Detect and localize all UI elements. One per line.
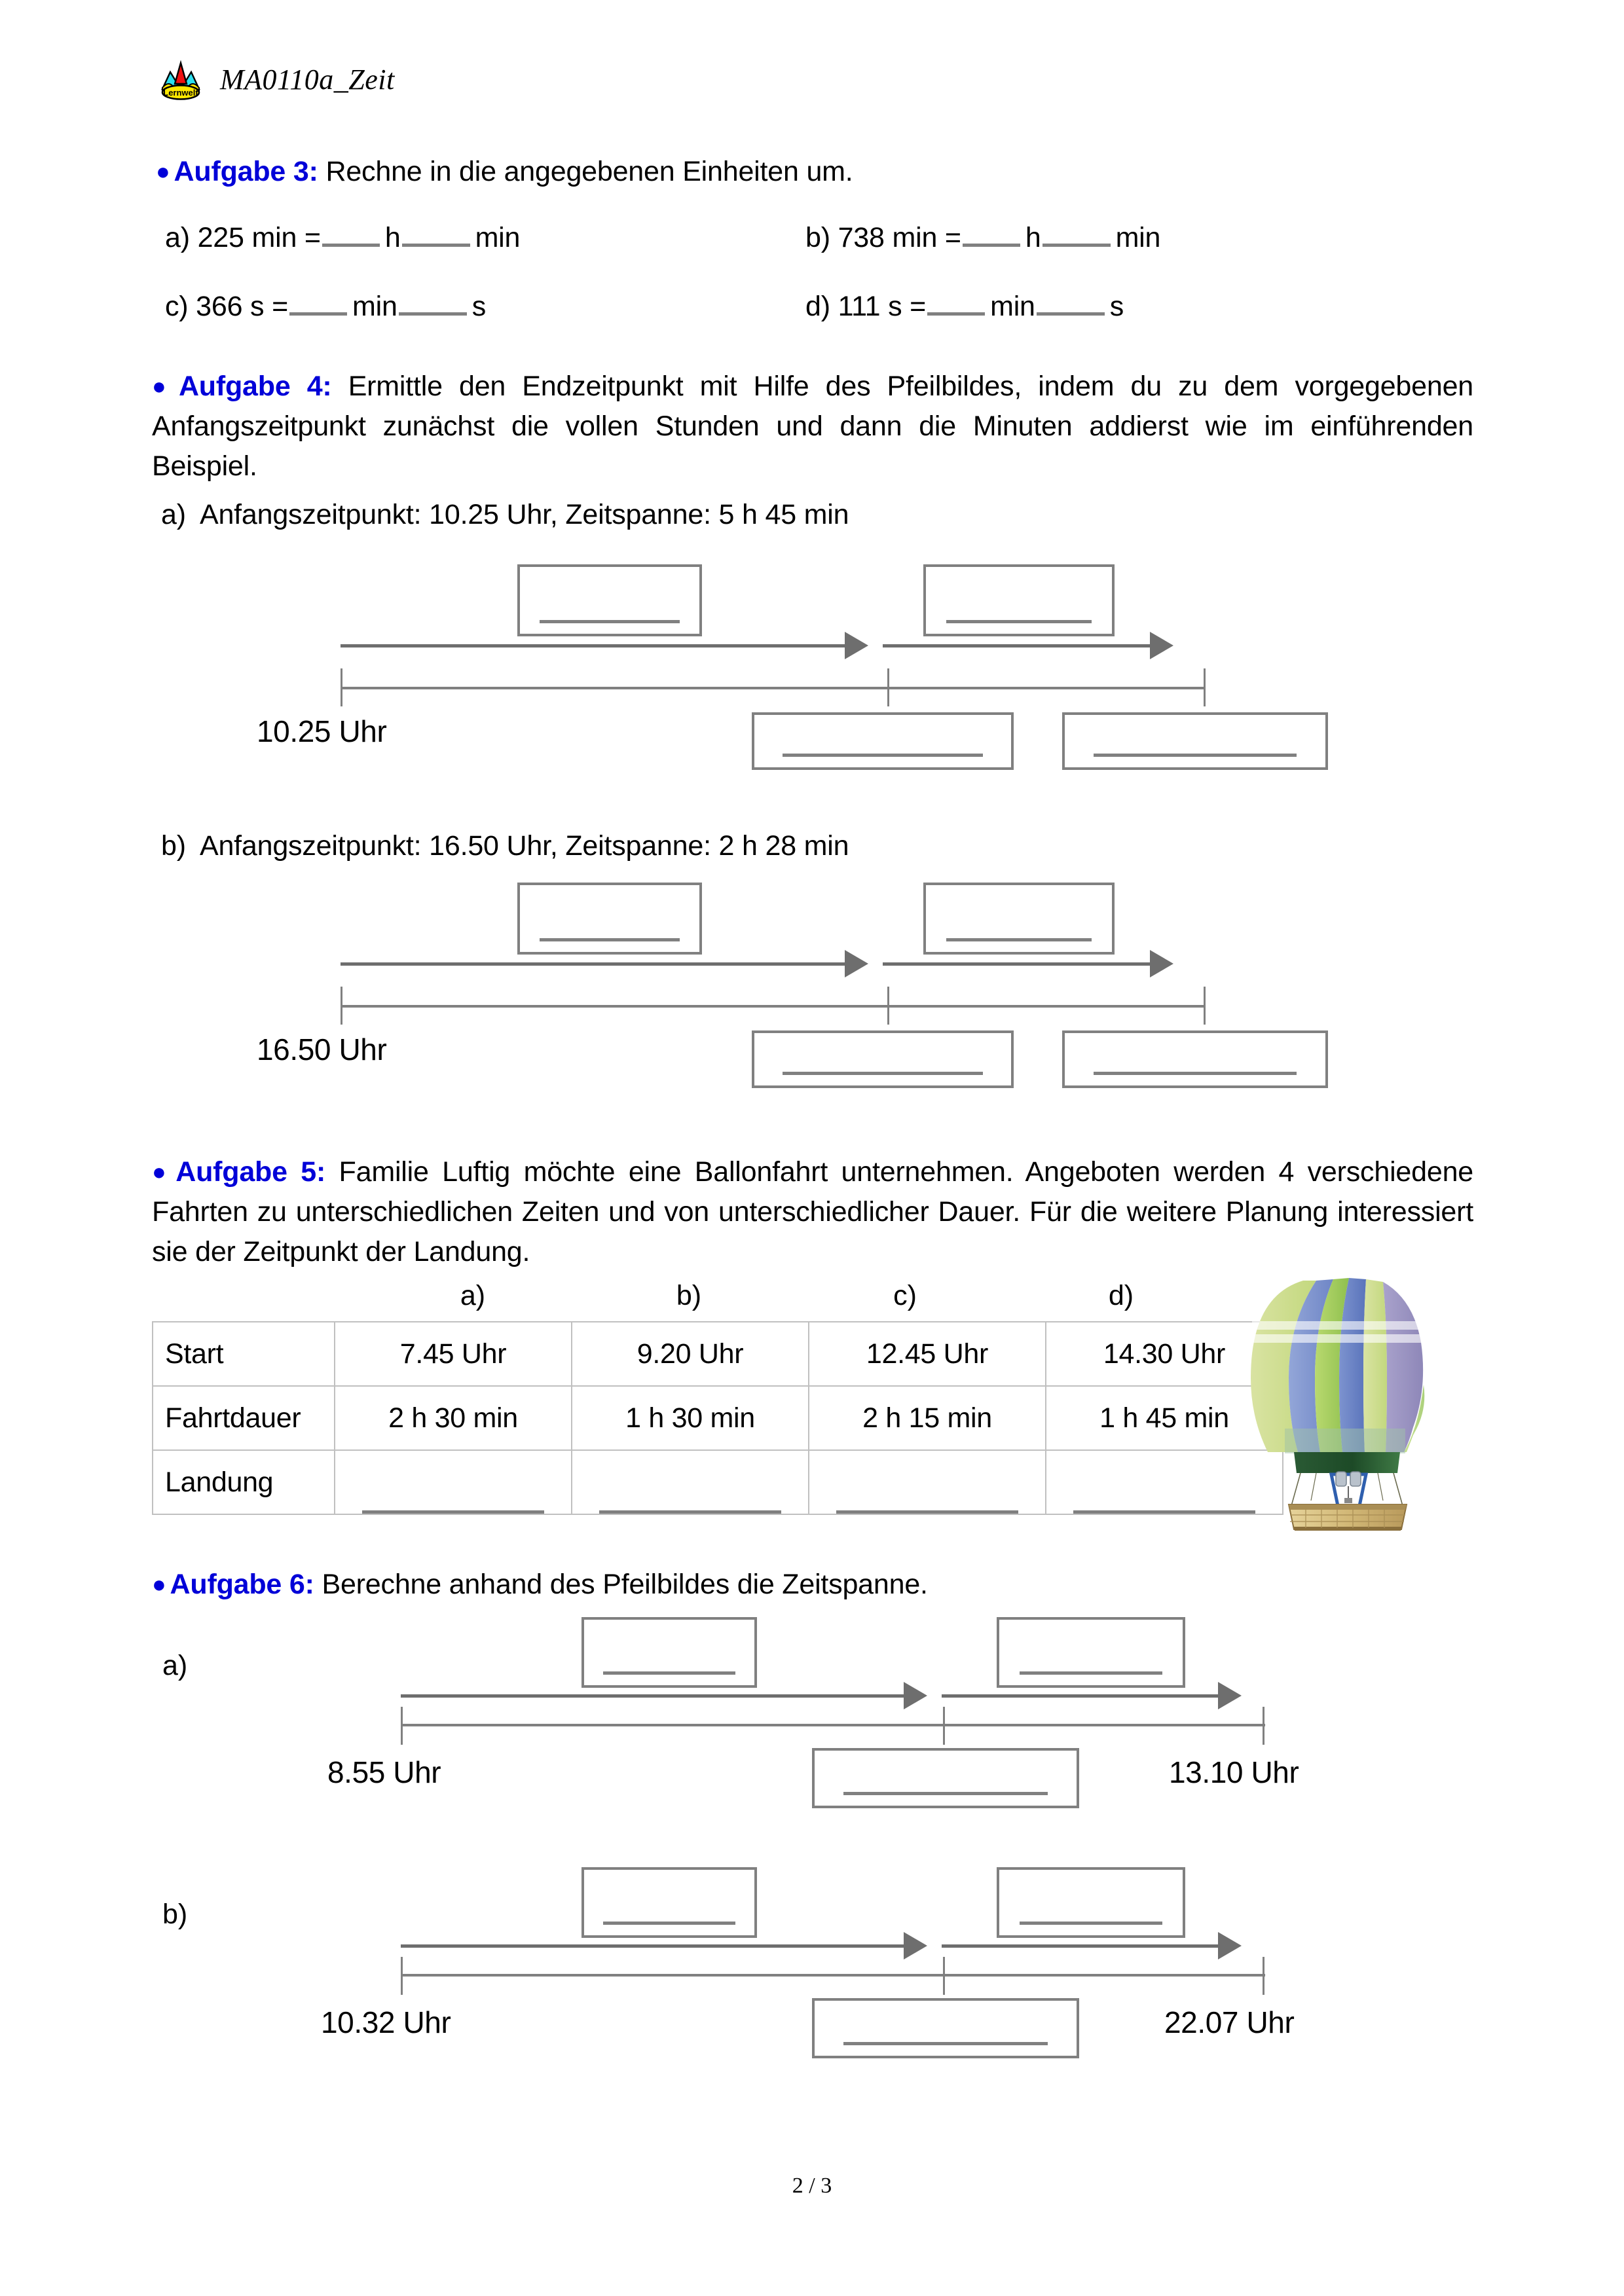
task3-item-c-blank-1[interactable] (289, 290, 347, 316)
task4a-tick-middle (887, 668, 889, 706)
task5-column-header-c: c) (893, 1280, 917, 1311)
task4b-tick-end (1204, 987, 1206, 1025)
task5-start-d: 14.30 Uhr (1046, 1322, 1283, 1386)
task3-item-c-value: 366 s (196, 291, 265, 322)
task6b-hours-answer-box[interactable] (581, 1867, 757, 1938)
table-row (153, 1386, 1283, 1450)
task4b-intermediate-time-box[interactable] (752, 1030, 1014, 1088)
task4b-arrow-1-line (341, 962, 859, 966)
task5-landing-a[interactable] (335, 1450, 572, 1514)
task4a-intermediate-time-box[interactable] (752, 712, 1014, 770)
task3-item-b-equals: = (944, 222, 961, 253)
task3-item-a-letter: a) (165, 222, 190, 253)
task-5-label: Aufgabe 5: (175, 1156, 326, 1188)
task4b-start-time-label: 16.50 Uhr (257, 1032, 387, 1066)
task4b-scale-bar (341, 1005, 1205, 1008)
answer-line (1073, 1510, 1256, 1514)
task3-item-b-unit-2: min (1115, 222, 1161, 253)
task6b-arrow-2-head (1218, 1932, 1242, 1959)
task5-column-header-b: b) (676, 1280, 702, 1311)
task6a-start-time-label: 8.55 Uhr (327, 1755, 441, 1789)
task5-row-landing-label: Landung (153, 1450, 335, 1514)
task3-item-b-blank-1[interactable] (963, 221, 1020, 247)
lernwelt-logo-icon (156, 58, 206, 101)
task4-item-b-prompt: Anfangszeitpunkt: 16.50 Uhr, Zeitspanne: 2 h 28 min (199, 830, 849, 862)
task3-item-a-unit-1: h (384, 222, 401, 253)
task-5-heading (152, 1152, 1473, 1272)
task3-item-a-blank-2[interactable] (402, 221, 470, 247)
task3-item-d (805, 290, 1124, 323)
task5-landing-b[interactable] (572, 1450, 809, 1514)
task3-item-b-value: 738 min (838, 222, 938, 253)
task-3-heading (156, 152, 1472, 192)
task3-item-a-unit-2: min (475, 222, 521, 253)
task6b-scale-bar (401, 1974, 1265, 1977)
task4b-minutes-answer-box[interactable] (923, 883, 1115, 955)
task6-item-a-letter: a) (162, 1650, 188, 1681)
task-4-heading (152, 367, 1473, 486)
task5-schedule-table (152, 1321, 1283, 1515)
answer-line (836, 1510, 1019, 1514)
page-footer: 2 / 3 (792, 2174, 832, 2198)
task3-item-b-unit-1: h (1025, 222, 1041, 253)
task6b-start-time-label: 10.32 Uhr (321, 2005, 451, 2039)
task6a-tick-end (1263, 1707, 1264, 1745)
task4a-minutes-answer-box[interactable] (923, 564, 1115, 636)
task6-item-b-letter: b) (162, 1899, 188, 1930)
task3-item-d-unit-1: min (990, 291, 1035, 322)
task3-item-a-value: 225 min (197, 222, 297, 253)
task4a-arrow-2-line (883, 644, 1163, 647)
task5-landing-c[interactable] (809, 1450, 1046, 1514)
task4-item-a-prompt-row (161, 499, 849, 531)
task4-item-a-letter: a) (161, 499, 186, 530)
task5-duration-b: 1 h 30 min (572, 1386, 809, 1450)
task-3-text: Rechne in die angegebenen Einheiten um. (325, 156, 853, 187)
task4b-arrow-2-line (883, 962, 1163, 966)
task-6-heading (152, 1565, 1473, 1605)
answer-line (362, 1510, 545, 1514)
hot-air-balloon-image (1238, 1270, 1454, 1535)
task5-row-start-label: Start (153, 1322, 335, 1386)
task-4-label: Aufgabe 4: (178, 371, 332, 402)
task4a-tick-end (1204, 668, 1206, 706)
lernwelt-logo (156, 58, 206, 101)
task6b-arrow-1-head (904, 1932, 927, 1959)
task3-item-c-unit-1: min (352, 291, 397, 322)
task4-item-b-letter: b) (161, 830, 186, 862)
task6a-arrow-1-line (401, 1694, 917, 1698)
answer-line (599, 1510, 782, 1514)
task3-item-c-letter: c) (165, 291, 189, 322)
task4a-end-time-box[interactable] (1062, 712, 1328, 770)
bullet-icon: ● (152, 1571, 166, 1597)
task5-start-a: 7.45 Uhr (335, 1322, 572, 1386)
task4a-arrow-1-head (845, 632, 868, 659)
task3-item-d-value: 111 s (838, 291, 902, 322)
bullet-icon: ● (156, 158, 170, 185)
svg-text:Lernwelt: Lernwelt (163, 88, 198, 98)
task6a-tick-start (401, 1707, 403, 1745)
task6a-arrow-2-line (942, 1694, 1231, 1698)
task3-item-a-equals: = (304, 222, 321, 253)
task4b-tick-start (341, 987, 342, 1025)
task6b-arrow-2-line (942, 1944, 1231, 1948)
task6b-tick-middle (943, 1957, 945, 1995)
task5-duration-d: 1 h 45 min (1046, 1386, 1283, 1450)
task6a-hours-answer-box[interactable] (581, 1617, 757, 1688)
task6b-end-time-label: 22.07 Uhr (1164, 2005, 1295, 2039)
document-title: MA0110a_Zeit (220, 63, 395, 96)
task5-start-c: 12.45 Uhr (809, 1322, 1046, 1386)
task4a-scale-bar (341, 687, 1205, 689)
task3-item-d-unit-2: s (1109, 291, 1124, 322)
task3-item-d-blank-2[interactable] (1037, 290, 1105, 316)
table-row (153, 1322, 1283, 1386)
task-4-text: Ermittle den Endzeitpunkt mit Hilfe des Pfeilbildes, indem du zu dem vorgegebenen Anfangszeitpunkt zunächst die vollen Stunden und dann die Minuten addierst wie im einführenden Beispiel. (152, 371, 1474, 483)
task6b-tick-start (401, 1957, 403, 1995)
task4-item-b-prompt-row (161, 830, 849, 862)
task4b-arrow-2-head (1150, 950, 1173, 977)
task6a-scale-bar (401, 1724, 1265, 1726)
task-5-text: Familie Luftig möchte eine Ballonfahrt unternehmen. Angeboten werden 4 verschiedene Fahrten zu unterschiedlichen Zeiten und von unterschiedlicher Dauer. Für die weitere Planung interessiert sie der Zeitpunkt der Landung. (152, 1156, 1474, 1268)
task3-item-b (805, 221, 1160, 254)
task5-table-wrap (152, 1321, 1283, 1515)
task6b-minutes-answer-box[interactable] (997, 1867, 1185, 1938)
task5-column-header-a: a) (460, 1280, 486, 1311)
task3-item-c (165, 290, 486, 323)
task3-item-d-blank-1[interactable] (927, 290, 985, 316)
bullet-icon: ● (152, 1158, 172, 1185)
task6a-tick-middle (943, 1707, 945, 1745)
task4a-tick-start (341, 668, 342, 706)
task5-duration-c: 2 h 15 min (809, 1386, 1046, 1450)
task3-item-c-unit-2: s (471, 291, 487, 322)
task3-item-c-equals: = (272, 291, 289, 322)
task3-item-d-equals: = (910, 291, 927, 322)
task4b-tick-middle (887, 987, 889, 1025)
task6b-tick-end (1263, 1957, 1264, 1995)
task6a-arrow-1-head (904, 1682, 927, 1709)
task3-item-b-letter: b) (805, 222, 830, 253)
task4b-end-time-box[interactable] (1062, 1030, 1328, 1088)
task6a-minutes-answer-box[interactable] (997, 1617, 1185, 1688)
task5-start-b: 9.20 Uhr (572, 1322, 809, 1386)
task6b-arrow-1-line (401, 1944, 917, 1948)
task6a-end-time-label: 13.10 Uhr (1169, 1755, 1299, 1789)
bullet-icon: ● (152, 373, 175, 399)
task3-item-b-blank-2[interactable] (1043, 221, 1111, 247)
task3-item-a (165, 221, 520, 254)
task-3-label: Aufgabe 3: (174, 156, 318, 187)
task6b-timespan-answer-box[interactable] (812, 1998, 1079, 2058)
task4a-arrow-1-line (341, 644, 859, 647)
task6a-timespan-answer-box[interactable] (812, 1748, 1079, 1808)
page-header (156, 58, 395, 101)
task3-item-d-letter: d) (805, 291, 830, 322)
task-6-text: Berechne anhand des Pfeilbildes die Zeitspanne. (322, 1569, 928, 1600)
task5-duration-a: 2 h 30 min (335, 1386, 572, 1450)
task4b-arrow-1-head (845, 950, 868, 977)
table-row (153, 1450, 1283, 1514)
task4-item-a-prompt: Anfangszeitpunkt: 10.25 Uhr, Zeitspanne: 5 h 45 min (199, 499, 849, 530)
task4a-arrow-2-head (1150, 632, 1173, 659)
task3-item-c-blank-2[interactable] (399, 290, 467, 316)
task-6-label: Aufgabe 6: (170, 1569, 314, 1600)
task4b-hours-answer-box[interactable] (517, 883, 702, 955)
task4a-hours-answer-box[interactable] (517, 564, 702, 636)
task4a-start-time-label: 10.25 Uhr (257, 714, 387, 748)
hot-air-balloon-icon (1238, 1270, 1454, 1532)
task6a-arrow-2-head (1218, 1682, 1242, 1709)
task5-row-duration-label: Fahrtdauer (153, 1386, 335, 1450)
task5-column-header-d: d) (1108, 1280, 1134, 1311)
task3-item-a-blank-1[interactable] (322, 221, 380, 247)
